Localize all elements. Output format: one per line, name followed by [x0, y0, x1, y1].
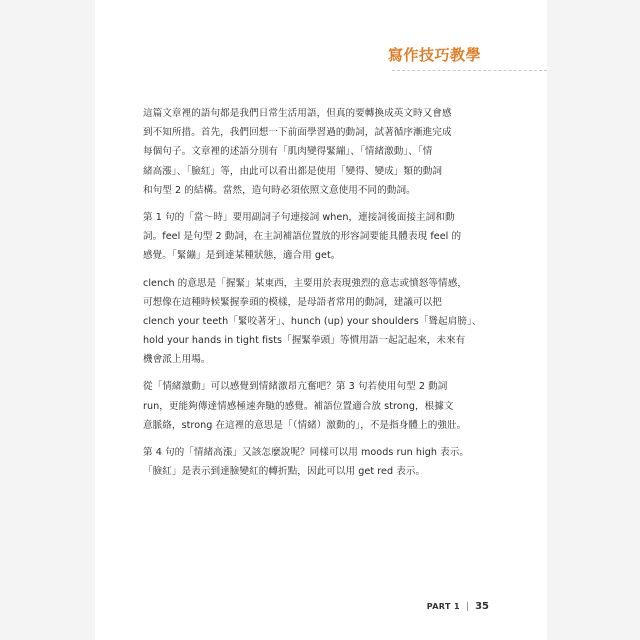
- book-page: [95, 0, 547, 640]
- text-line: 意脈絡，strong 在這裡的意思是「（情緒）激動的」，不是指身體上的強壯。: [143, 419, 467, 431]
- page-footer: [427, 601, 489, 612]
- paragraph: [143, 274, 518, 370]
- text-line: 緒高漲」、「臉紅」等，由此可以看出都是使用「變得、變成」類的動詞: [143, 165, 442, 177]
- text-line: hold your hands in tight fists「握緊拳頭」等慣用語一起記起來，未來有: [143, 335, 466, 347]
- paragraph: [143, 104, 518, 200]
- footer-separator: |: [466, 601, 470, 612]
- text-line: 從「情緒激動」可以感覺到情緒激昂亢奮吧？第 3 句若使用句型 2 動詞: [143, 381, 448, 393]
- text-line: 機會派上用場。: [143, 354, 211, 366]
- text-line: 和句型 2 的結構。當然，造句時必須依照文意使用不同的動詞。: [143, 184, 416, 196]
- text-line: 感覺。「緊繃」是到達某種狀態，適合用 get。: [143, 250, 341, 262]
- paragraph: [143, 443, 518, 481]
- text-line: 第 4 句的「情緒高漲」又該怎麼說呢？同樣可以用 moods run high 表示。: [143, 447, 469, 458]
- text-line: 每個句子。文章裡的述語分別有「肌肉變得緊繃」、「情緒激動」、「情: [143, 146, 433, 158]
- body-text: [143, 104, 518, 489]
- paragraph: [143, 377, 518, 435]
- part-label: PART 1: [426, 602, 461, 611]
- text-line: run，更能夠傳達情感極速奔馳的感覺。補語位置適合放 strong，根據文: [143, 400, 454, 412]
- text-line: 詞。feel 是句型 2 動詞，在主詞補語位置放的形容詞要能具體表現 feel 的: [143, 231, 462, 243]
- text-line: 第 1 句的「當～時」要用副詞子句連接詞 when，連接詞後面接主詞和動: [143, 211, 455, 223]
- header-divider: [392, 70, 547, 71]
- paragraph: [143, 208, 518, 266]
- text-line: clench 的意思是「握緊」某東西，主要用於表現強烈的意志或憤怒等情感，: [143, 277, 467, 289]
- text-line: 「臉紅」是表示到達臉變紅的轉折點，因此可以用 get red 表示。: [143, 466, 426, 478]
- section-title: 寫作技巧教學: [387, 46, 481, 64]
- text-line: 這篇文章裡的語句都是我們日常生活用語，但真的要轉換成英文時又會感: [143, 108, 452, 119]
- text-line: 到不知所措。首先，我們回想一下前面學習過的動詞，試著循序漸進完成: [143, 127, 452, 139]
- page-number: 35: [475, 601, 489, 612]
- text-line: clench your teeth「緊咬著牙」、hunch (up) your shoulders「聳起肩膀」、: [143, 315, 482, 327]
- text-line: 可想像在這種時候緊握拳頭的模樣，是母語者常用的動詞，建議可以把: [143, 296, 442, 308]
